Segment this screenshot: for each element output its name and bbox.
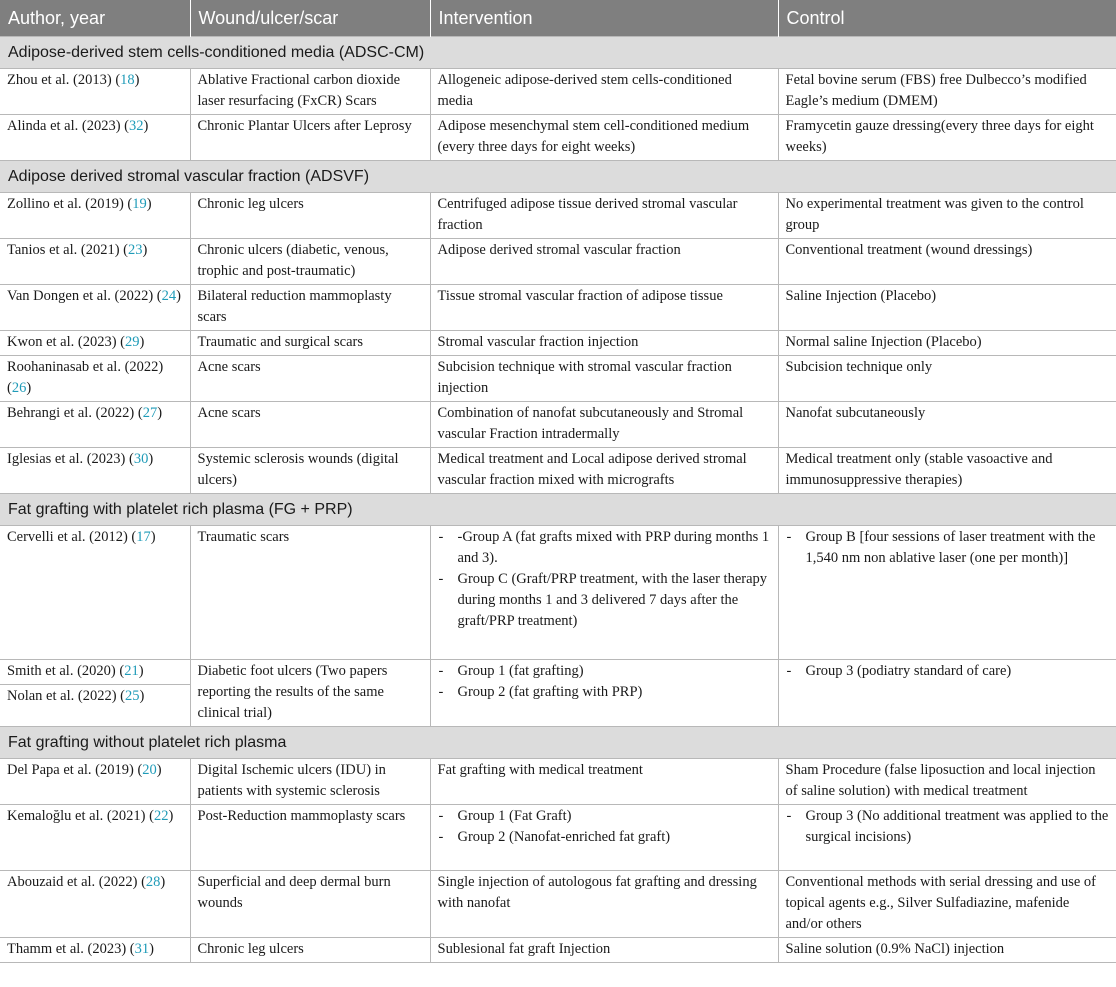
reference-link[interactable]: 26 xyxy=(11,380,27,396)
list-item: - Group 3 (podiatry standard of care) xyxy=(786,661,1110,682)
author-cell xyxy=(0,938,190,963)
author-text-end: ) xyxy=(148,451,154,467)
intervention-cell: Adipose mesenchymal stem cell-conditioned medium (every three days for eight weeks) xyxy=(430,115,778,161)
table-row xyxy=(0,356,1116,402)
table-row xyxy=(0,69,1116,115)
reference-link[interactable]: 17 xyxy=(136,529,151,545)
control-cell: Conventional methods with serial dressing and use of topical agents e.g., Silver Sulfadiazine, mafenide and/or others xyxy=(778,871,1116,938)
section-title: Adipose-derived stem cells-conditioned media (ADSC-CM) xyxy=(0,37,1116,69)
table-row xyxy=(0,285,1116,331)
intervention-cell: Medical treatment and Local adipose derived stromal vascular fraction mixed with micrografts xyxy=(430,448,778,494)
author-text-end: ) xyxy=(139,688,145,704)
table-row xyxy=(0,759,1116,805)
table-row xyxy=(0,193,1116,239)
intervention-cell: Sublesional fat graft Injection xyxy=(430,938,778,963)
author-text-end: ) xyxy=(139,334,145,350)
table-row xyxy=(0,448,1116,494)
author-text: Behrangi et al. (2022) ( xyxy=(7,405,143,421)
section-row xyxy=(0,161,1116,193)
author-text-end: ) xyxy=(168,808,174,824)
section-title: Fat grafting without platelet rich plasma xyxy=(0,727,1116,759)
author-cell xyxy=(0,685,190,727)
reference-link[interactable]: 27 xyxy=(142,405,158,421)
section-title: Adipose derived stromal vascular fraction (ADSVF) xyxy=(0,161,1116,193)
control-cell: No experimental treatment was given to the control group xyxy=(778,193,1116,239)
wound-cell: Traumatic and surgical scars xyxy=(190,331,430,356)
list-item: - Group 2 (Nanofat-enriched fat graft) xyxy=(438,827,771,848)
author-text: Tanios et al. (2021) ( xyxy=(7,242,128,258)
header-intervention: Intervention xyxy=(430,0,778,37)
intervention-cell: Fat grafting with medical treatment xyxy=(430,759,778,805)
table-row xyxy=(0,331,1116,356)
reference-link[interactable]: 18 xyxy=(120,72,135,88)
author-text: Iglesias et al. (2023) ( xyxy=(7,451,134,467)
author-text: Cervelli et al. (2012) ( xyxy=(7,529,137,545)
list-item: - Group 1 (fat grafting) xyxy=(438,661,771,682)
author-cell xyxy=(0,193,190,239)
wound-cell: Acne scars xyxy=(190,356,430,402)
author-text-end: ) xyxy=(138,663,144,679)
intervention-list xyxy=(438,806,771,848)
control-cell: Nanofat subcutaneously xyxy=(778,402,1116,448)
author-cell xyxy=(0,871,190,938)
author-cell xyxy=(0,660,190,685)
wound-cell: Chronic leg ulcers xyxy=(190,938,430,963)
wound-cell: Post-Reduction mammoplasty scars xyxy=(190,805,430,871)
author-text: Abouzaid et al. (2022) ( xyxy=(7,874,146,890)
header-author: Author, year xyxy=(0,0,190,37)
control-cell: Framycetin gauze dressing(every three days for eight weeks) xyxy=(778,115,1116,161)
author-cell xyxy=(0,115,190,161)
list-item: - Group 3 (No additional treatment was applied to the surgical incisions) xyxy=(786,806,1110,848)
reference-link[interactable]: 20 xyxy=(142,762,157,778)
reference-link[interactable]: 24 xyxy=(161,288,177,304)
author-text-end: ) xyxy=(142,242,148,258)
wound-cell: Digital Ischemic ulcers (IDU) in patients with systemic sclerosis xyxy=(190,759,430,805)
intervention-cell xyxy=(430,660,778,727)
intervention-list xyxy=(438,527,771,632)
intervention-cell: Centrifuged adipose tissue derived stromal vascular fraction xyxy=(430,193,778,239)
wound-cell: Superficial and deep dermal burn wounds xyxy=(190,871,430,938)
author-text: Smith et al. (2020) ( xyxy=(7,663,125,679)
author-text-end: ) xyxy=(176,288,181,304)
author-text: Nolan et al. (2022) ( xyxy=(7,688,125,704)
wound-cell: Systemic sclerosis wounds (digital ulcers) xyxy=(190,448,430,494)
author-text: Zollino et al. (2019) ( xyxy=(7,196,133,212)
intervention-cell: Adipose derived stromal vascular fraction xyxy=(430,239,778,285)
intervention-cell xyxy=(430,526,778,660)
author-cell xyxy=(0,356,190,402)
author-text: Kemaloğlu et al. (2021) ( xyxy=(7,808,154,824)
reference-link[interactable]: 32 xyxy=(129,118,144,134)
reference-link[interactable]: 19 xyxy=(132,196,147,212)
table-row xyxy=(0,115,1116,161)
control-cell xyxy=(778,526,1116,660)
reference-link[interactable]: 29 xyxy=(124,334,140,350)
reference-link[interactable]: 23 xyxy=(128,242,143,258)
intervention-cell: Tissue stromal vascular fraction of adipose tissue xyxy=(430,285,778,331)
wound-cell: Chronic Plantar Ulcers after Leprosy xyxy=(190,115,430,161)
control-list xyxy=(786,527,1110,569)
intervention-cell: Single injection of autologous fat grafting and dressing with nanofat xyxy=(430,871,778,938)
list-item: - Group B [four sessions of laser treatment with the 1,540 nm non ablative laser (one per month)] xyxy=(786,527,1110,569)
intervention-list xyxy=(438,661,771,703)
author-text: Alinda et al. (2023) ( xyxy=(7,118,130,134)
reference-link[interactable]: 28 xyxy=(145,874,161,890)
control-cell: Sham Procedure (false liposuction and local injection of saline solution) with medical treatment xyxy=(778,759,1116,805)
author-text: Del Papa et al. (2019) ( xyxy=(7,762,143,778)
author-text: Zhou et al. (2013) ( xyxy=(7,72,121,88)
table-row xyxy=(0,526,1116,660)
author-text-end: ) xyxy=(143,118,149,134)
section-row xyxy=(0,727,1116,759)
control-cell: Medical treatment only (stable vasoactive and immunosuppressive therapies) xyxy=(778,448,1116,494)
wound-cell: Chronic ulcers (diabetic, venous, trophic and post-traumatic) xyxy=(190,239,430,285)
control-cell: Saline Injection (Placebo) xyxy=(778,285,1116,331)
section-row xyxy=(0,494,1116,526)
author-cell xyxy=(0,69,190,115)
author-cell xyxy=(0,285,190,331)
reference-link[interactable]: 25 xyxy=(124,688,140,704)
author-text-end: ) xyxy=(157,405,163,421)
wound-cell: Diabetic foot ulcers (Two papers reporting the results of the same clinical trial) xyxy=(190,660,430,727)
author-cell xyxy=(0,402,190,448)
section-row xyxy=(0,37,1116,69)
wound-cell: Acne scars xyxy=(190,402,430,448)
reference-link[interactable]: 22 xyxy=(153,808,169,824)
author-text: Thamm et al. (2023) ( xyxy=(7,941,135,957)
author-cell xyxy=(0,805,190,871)
author-text-end: ) xyxy=(150,529,156,545)
intervention-cell: Combination of nanofat subcutaneously and Stromal vascular Fraction intradermally xyxy=(430,402,778,448)
header-wound: Wound/ulcer/scar xyxy=(190,0,430,37)
author-text-end: ) xyxy=(160,874,166,890)
author-text: Roohaninasab et al. (2022) ( xyxy=(7,359,164,396)
control-cell: Saline solution (0.9% NaCl) injection xyxy=(778,938,1116,963)
wound-cell: Ablative Fractional carbon dioxide laser resurfacing (FxCR) Scars xyxy=(190,69,430,115)
wound-cell: Traumatic scars xyxy=(190,526,430,660)
author-text-end: ) xyxy=(134,72,140,88)
author-cell xyxy=(0,759,190,805)
section-title: Fat grafting with platelet rich plasma (FG + PRP) xyxy=(0,494,1116,526)
wound-cell: Bilateral reduction mammoplasty scars xyxy=(190,285,430,331)
reference-link[interactable]: 30 xyxy=(133,451,149,467)
header-control: Control xyxy=(778,0,1116,37)
control-cell: Conventional treatment (wound dressings) xyxy=(778,239,1116,285)
table-row xyxy=(0,805,1116,871)
table-row xyxy=(0,938,1116,963)
intervention-cell: Stromal vascular fraction injection xyxy=(430,331,778,356)
list-item: - -Group A (fat grafts mixed with PRP during months 1 and 3). xyxy=(438,527,771,569)
reference-link[interactable]: 21 xyxy=(124,663,139,679)
table-row xyxy=(0,402,1116,448)
intervention-cell: Subcision technique with stromal vascular fraction injection xyxy=(430,356,778,402)
author-cell xyxy=(0,526,190,660)
control-cell: Fetal bovine serum (FBS) free Dulbecco’s modified Eagle’s medium (DMEM) xyxy=(778,69,1116,115)
control-list xyxy=(786,661,1110,682)
control-cell xyxy=(778,660,1116,727)
table-row xyxy=(0,871,1116,938)
control-cell xyxy=(778,805,1116,871)
author-text-end: ) xyxy=(156,762,162,778)
author-text-end: ) xyxy=(146,196,152,212)
table-row xyxy=(0,239,1116,285)
control-cell: Normal saline Injection (Placebo) xyxy=(778,331,1116,356)
reference-link[interactable]: 31 xyxy=(134,941,150,957)
author-text-end: ) xyxy=(26,380,32,396)
author-text: Van Dongen et al. (2022) ( xyxy=(7,288,162,304)
list-item: - Group C (Graft/PRP treatment, with the laser therapy during months 1 and 3 delivered 7 days after the graft/PRP treatment) xyxy=(438,569,771,632)
author-text: Kwon et al. (2023) ( xyxy=(7,334,125,350)
list-item: - Group 2 (fat grafting with PRP) xyxy=(438,682,771,703)
wound-cell: Chronic leg ulcers xyxy=(190,193,430,239)
table-row xyxy=(0,660,1116,685)
control-cell: Subcision technique only xyxy=(778,356,1116,402)
author-cell xyxy=(0,239,190,285)
author-text-end: ) xyxy=(149,941,154,957)
author-cell xyxy=(0,331,190,356)
intervention-cell: Allogeneic adipose-derived stem cells-conditioned media xyxy=(430,69,778,115)
control-list xyxy=(786,806,1110,848)
list-item: - Group 1 (Fat Graft) xyxy=(438,806,771,827)
author-cell xyxy=(0,448,190,494)
header-row xyxy=(0,0,1116,37)
intervention-cell xyxy=(430,805,778,871)
